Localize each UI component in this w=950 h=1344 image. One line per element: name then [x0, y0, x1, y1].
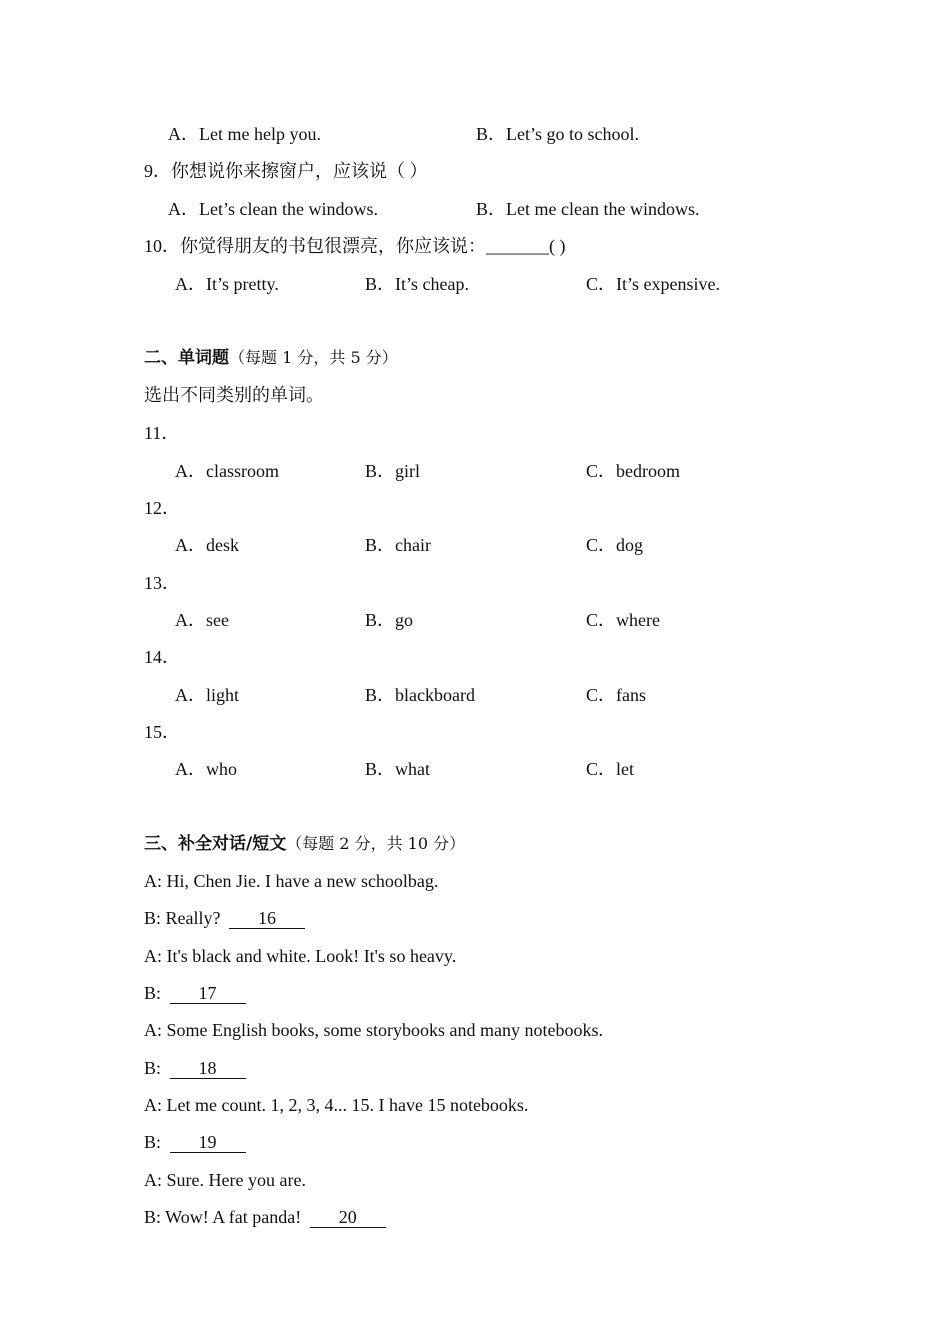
q9-option-b: B．Let me clean the windows. — [476, 199, 700, 219]
dialogue-line: A: Some English books, some storybooks and many notebooks. — [144, 1020, 603, 1040]
q10-option-a: A．It’s pretty. — [175, 274, 279, 294]
answer-blank: 19 — [170, 1132, 246, 1153]
word-q-option-b: B．go — [365, 610, 414, 630]
word-q-number: 15． — [144, 722, 180, 742]
q10-option-b: B．It’s cheap. — [365, 274, 469, 294]
dialogue-text: B: — [144, 1132, 162, 1152]
word-q-option-c: C．where — [586, 610, 660, 630]
word-q-option-b: B．chair — [365, 535, 431, 555]
dialogue-line — [144, 906, 305, 930]
dialogue-text: B: — [144, 983, 162, 1003]
word-q-option-c: C．let — [586, 759, 634, 779]
word-q-number: 12． — [144, 498, 180, 518]
section-2-score: （每题 1 分，共 5 分） — [229, 348, 398, 367]
dialogue-line: A: Hi, Chen Jie. I have a new schoolbag. — [144, 871, 439, 891]
dialogue-text: B: Really? — [144, 908, 221, 928]
q10-stem: 10．你觉得朋友的书包很漂亮，你应该说：_______( ) — [144, 236, 566, 256]
word-q-option-b: B．blackboard — [365, 685, 475, 705]
section-2-heading — [144, 346, 398, 370]
section-2-instruction: 选出不同类别的单词。 — [144, 385, 324, 405]
word-q-option-a: A．desk — [175, 535, 239, 555]
word-q-number: 14． — [144, 647, 180, 667]
q9-stem: 9．你想说你来擦窗户，应该说（ ） — [144, 161, 428, 181]
dialogue-line: A: Let me count. 1, 2, 3, 4... 15. I have 15 notebooks. — [144, 1095, 529, 1115]
dialogue-line — [144, 981, 246, 1005]
q9-option-a: A．Let’s clean the windows. — [168, 199, 378, 219]
answer-blank: 17 — [170, 983, 246, 1004]
word-q-number: 13． — [144, 573, 180, 593]
word-q-option-c: C．fans — [586, 685, 646, 705]
q8-option-a: A．Let me help you. — [168, 124, 321, 144]
dialogue-text: B: Wow! A fat panda! — [144, 1207, 302, 1227]
dialogue-line: A: Sure. Here you are. — [144, 1170, 306, 1190]
word-q-option-a: A．light — [175, 685, 240, 705]
section-2-title: 二、单词题 — [144, 348, 229, 368]
dialogue-text: B: — [144, 1058, 162, 1078]
q10-option-c: C．It’s expensive. — [586, 274, 720, 294]
word-q-option-a: A．who — [175, 759, 237, 779]
word-q-option-a: A．classroom — [175, 461, 279, 481]
q8-option-b: B．Let’s go to school. — [476, 124, 639, 144]
section-3-score: （每题 2 分，共 10 分） — [286, 834, 466, 853]
word-q-option-a: A．see — [175, 610, 229, 630]
dialogue-line — [144, 1205, 386, 1229]
section-3-heading — [144, 832, 465, 856]
dialogue-line — [144, 1056, 246, 1080]
dialogue-line: A: It's black and white. Look! It's so heavy. — [144, 946, 457, 966]
word-q-option-c: C．bedroom — [586, 461, 680, 481]
word-q-option-b: B．what — [365, 759, 430, 779]
answer-blank: 16 — [229, 908, 305, 929]
dialogue-line — [144, 1130, 246, 1154]
word-q-option-c: C．dog — [586, 535, 644, 555]
word-q-number: 11． — [144, 423, 180, 443]
word-q-option-b: B．girl — [365, 461, 421, 481]
answer-blank: 18 — [170, 1058, 246, 1079]
section-3-title: 三、补全对话/短文 — [144, 834, 287, 854]
answer-blank: 20 — [310, 1207, 386, 1228]
